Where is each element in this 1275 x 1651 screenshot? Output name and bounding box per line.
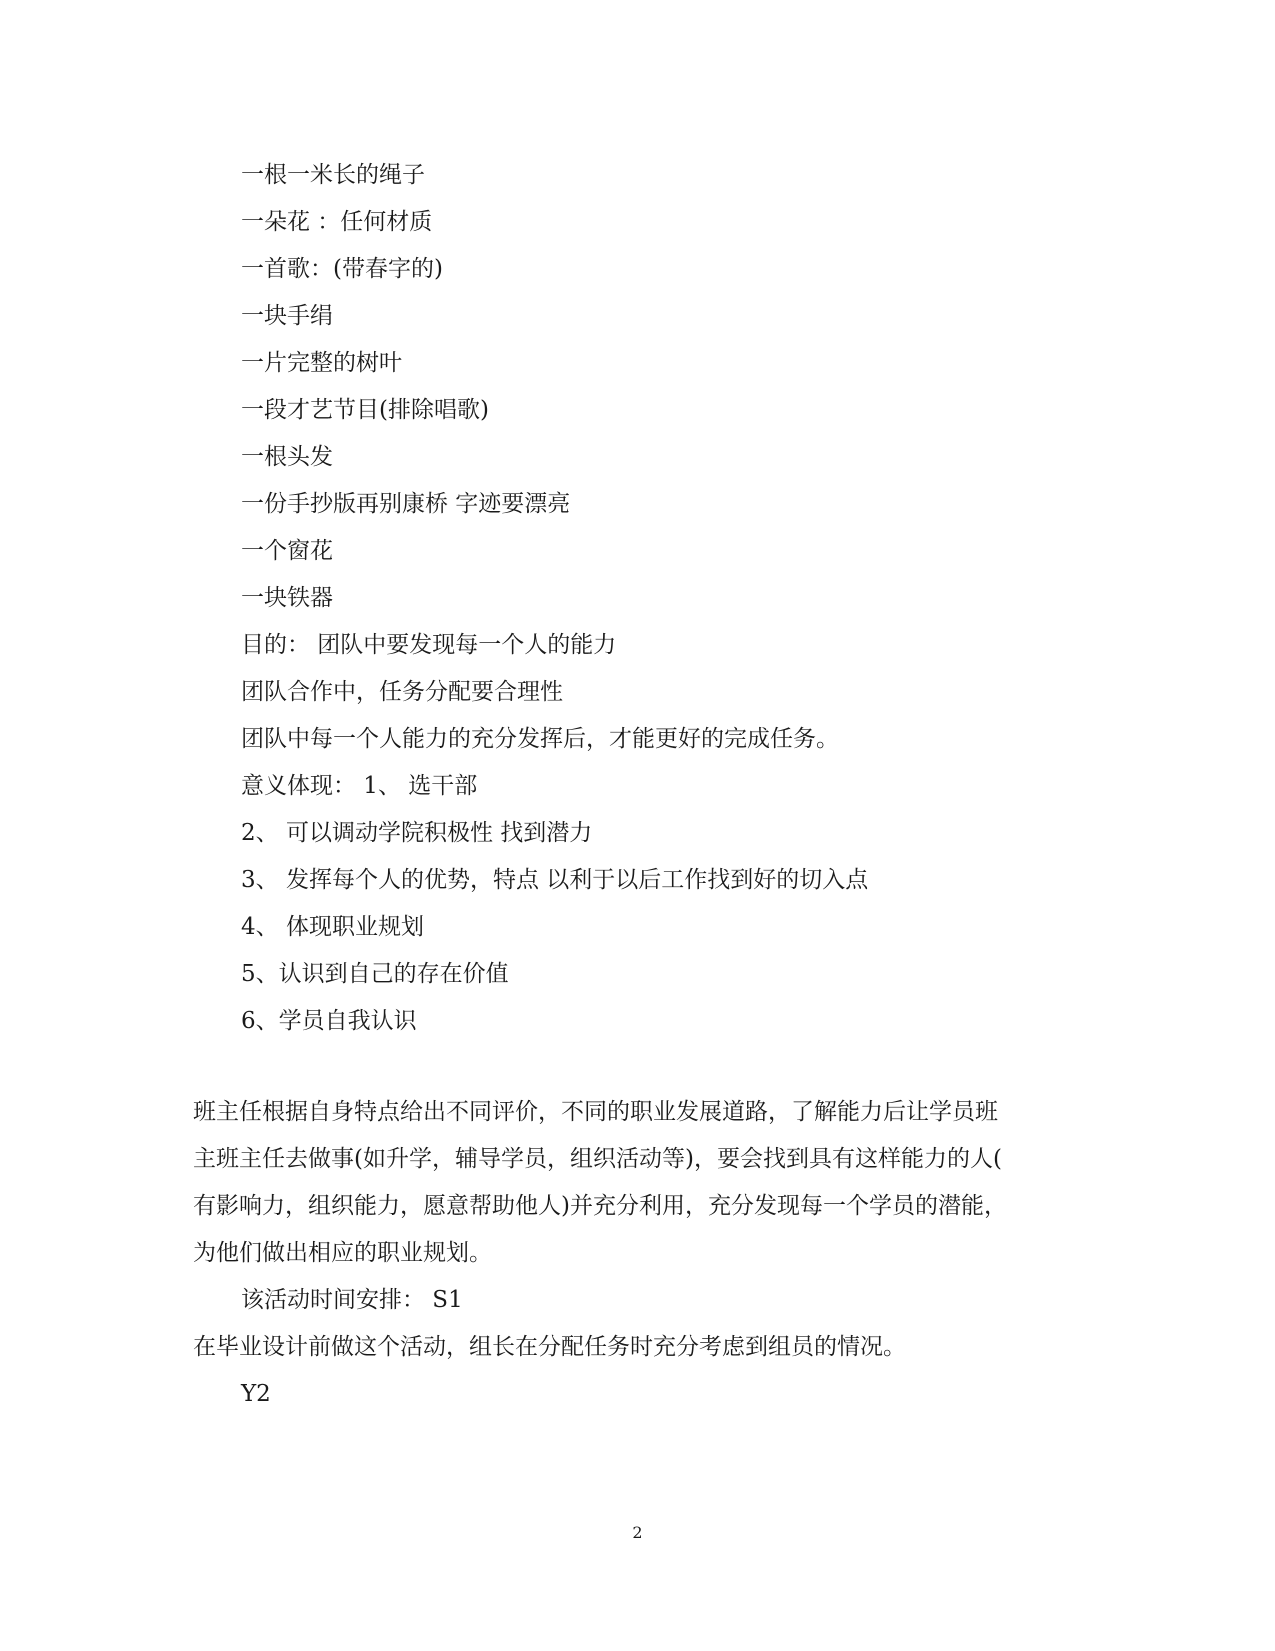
- list-item-leaf: 一片完整的树叶: [241, 350, 402, 376]
- meaning-item-2: 2、 可以调动学院积极性 找到潜力: [241, 820, 593, 846]
- list-item-poem-copy: 一份手抄版再别康桥 字迹要漂亮: [241, 491, 571, 517]
- purpose-line-3: 团队中每一个人能力的充分发挥后，才能更好的完成任务。: [241, 726, 839, 752]
- list-item-handkerchief: 一块手绢: [241, 303, 333, 329]
- list-item-talent-show: 一段才艺节目(排除唱歌): [241, 397, 489, 423]
- list-item-iron: 一块铁器: [241, 585, 333, 611]
- meaning-item-1: 意义体现： 1、 选干部: [241, 773, 478, 799]
- list-item-hair: 一根头发: [241, 444, 333, 470]
- paragraph-line: 主班主任去做事(如升学，辅导学员，组织活动等)，要会找到具有这样能力的人(: [193, 1146, 1002, 1172]
- list-item-rope: 一根一米长的绳子: [241, 162, 425, 188]
- page-number: 2: [632, 1523, 643, 1542]
- meaning-item-3: 3、 发挥每个人的优势，特点 以利于以后工作找到好的切入点: [241, 867, 869, 893]
- paragraph-line: 班主任根据自身特点给出不同评价，不同的职业发展道路，了解能力后让学员班: [193, 1099, 998, 1125]
- purpose-line: 目的： 团队中要发现每一个人的能力: [241, 632, 617, 658]
- purpose-line-2: 团队合作中，任务分配要合理性: [241, 679, 563, 705]
- schedule-line: 该活动时间安排： S1: [241, 1287, 463, 1313]
- list-item-song: 一首歌：(带春字的): [241, 256, 443, 282]
- paragraph-line: 为他们做出相应的职业规划。: [193, 1240, 492, 1266]
- meaning-item-5: 5、认识到自己的存在价值: [241, 961, 509, 987]
- list-item-paper-cut: 一个窗花: [241, 538, 333, 564]
- meaning-item-4: 4、 体现职业规划: [241, 914, 424, 940]
- schedule-detail: 在毕业设计前做这个活动，组长在分配任务时充分考虑到组员的情况。: [193, 1334, 906, 1360]
- list-item-flower: 一朵花 ：任何材质: [241, 209, 433, 235]
- schedule-y2: Y2: [241, 1381, 271, 1407]
- meaning-item-6: 6、学员自我认识: [241, 1008, 417, 1034]
- paragraph-line: 有影响力，组织能力，愿意帮助他人)并充分利用，充分发现每一个学员的潜能，: [193, 1193, 1007, 1219]
